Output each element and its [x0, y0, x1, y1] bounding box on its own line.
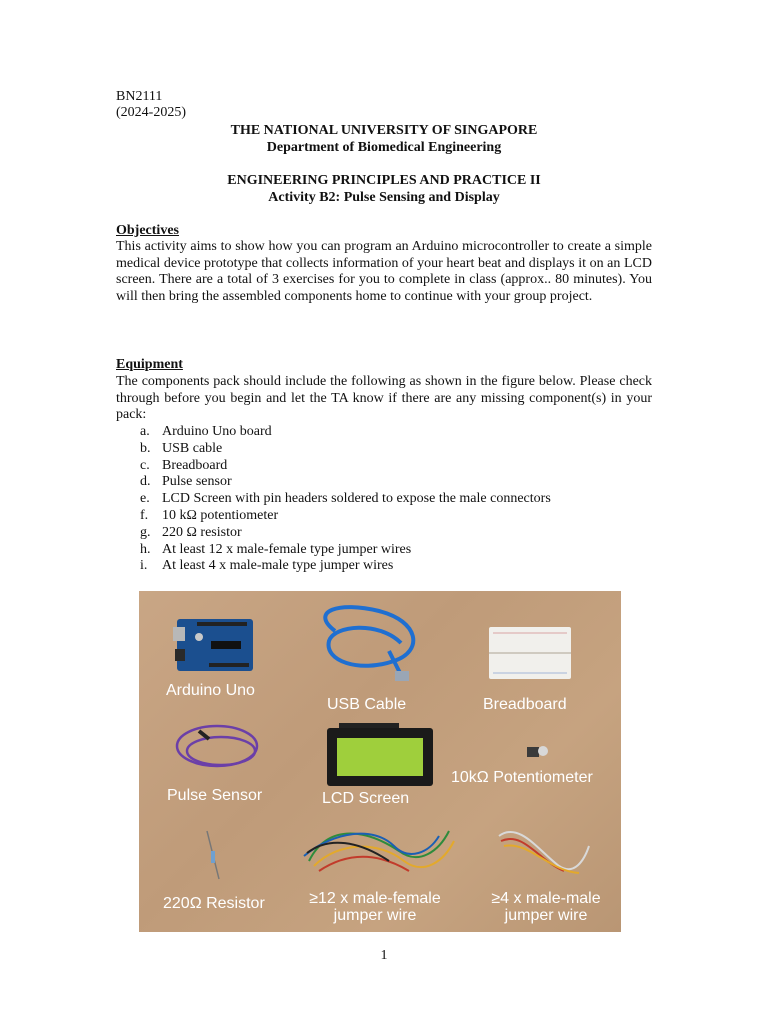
- list-item: b. USB cable: [140, 440, 223, 456]
- academic-year: (2024-2025): [116, 105, 186, 120]
- objectives-heading: Objectives: [116, 223, 179, 238]
- activity-title: Activity B2: Pulse Sensing and Display: [268, 190, 500, 205]
- caption-arduino-uno: Arduino Uno: [166, 682, 255, 699]
- caption-potentiometer: 10kΩ Potentiometer: [451, 769, 593, 786]
- list-item: a. Arduino Uno board: [140, 424, 272, 439]
- page-number: 1: [380, 948, 388, 963]
- usb-plug-icon: [395, 671, 409, 681]
- components-photo: [139, 591, 621, 932]
- list-item: c. Breadboard: [140, 457, 228, 473]
- pulse-sensor-icon: [177, 726, 257, 766]
- resistor-icon: [207, 831, 219, 879]
- breadboard-icon: [489, 627, 571, 679]
- university-name: THE NATIONAL UNIVERSITY OF SINGAPORE: [230, 123, 538, 138]
- caption-lcd-screen: LCD Screen: [322, 790, 410, 807]
- caption-breadboard: Breadboard: [483, 696, 567, 713]
- caption-male-male-jumper: ≥4 x male-male jumper wire: [491, 890, 601, 924]
- list-item: d. Pulse sensor: [140, 474, 232, 490]
- equipment-heading: Equipment: [116, 357, 183, 372]
- equipment-intro: The components pack should include the following as shown in the figure below. Please check through before you begin and let the TA know if there are any missing component(s) in your pack:: [116, 374, 652, 423]
- list-item: f. 10 kΩ potentiometer: [140, 507, 279, 523]
- department-name: Department of Biomedical Engineering: [266, 140, 502, 155]
- caption-male-female-jumper: ≥12 x male-female jumper wire: [309, 890, 441, 924]
- list-item: h. At least 12 x male-female type jumper wires: [140, 541, 412, 557]
- course-code: BN2111: [116, 89, 163, 104]
- objectives-text: This activity aims to show how you can program an Arduino microcontroller to create a simple medical device prototype that collects information of your heart beat and displays it on an LCD screen. There are a total of 3 exercises for you to complete in class (approx.. 80 minutes). You will then bring the assembled components home to continue with your group project.: [116, 239, 652, 305]
- caption-pulse-sensor: Pulse Sensor: [167, 787, 263, 804]
- list-item: i. At least 4 x male-male type jumper wires: [140, 558, 394, 574]
- list-item: e. LCD Screen with pin headers soldered to expose the male connectors: [140, 491, 551, 507]
- arduino-board-icon: [173, 619, 253, 671]
- usb-cable-icon: [325, 607, 413, 675]
- male-male-jumper-icon: [499, 832, 589, 873]
- components-illustration: [139, 591, 621, 932]
- module-title: ENGINEERING PRINCIPLES AND PRACTICE II: [227, 173, 541, 188]
- equipment-list: [116, 424, 656, 575]
- caption-usb-cable: USB Cable: [327, 696, 407, 713]
- lcd-screen-icon: [327, 723, 433, 786]
- caption-resistor: 220Ω Resistor: [163, 895, 265, 912]
- potentiometer-icon: [527, 746, 548, 757]
- male-female-jumper-icon: [304, 831, 454, 871]
- list-item: g. 220 Ω resistor: [140, 524, 242, 540]
